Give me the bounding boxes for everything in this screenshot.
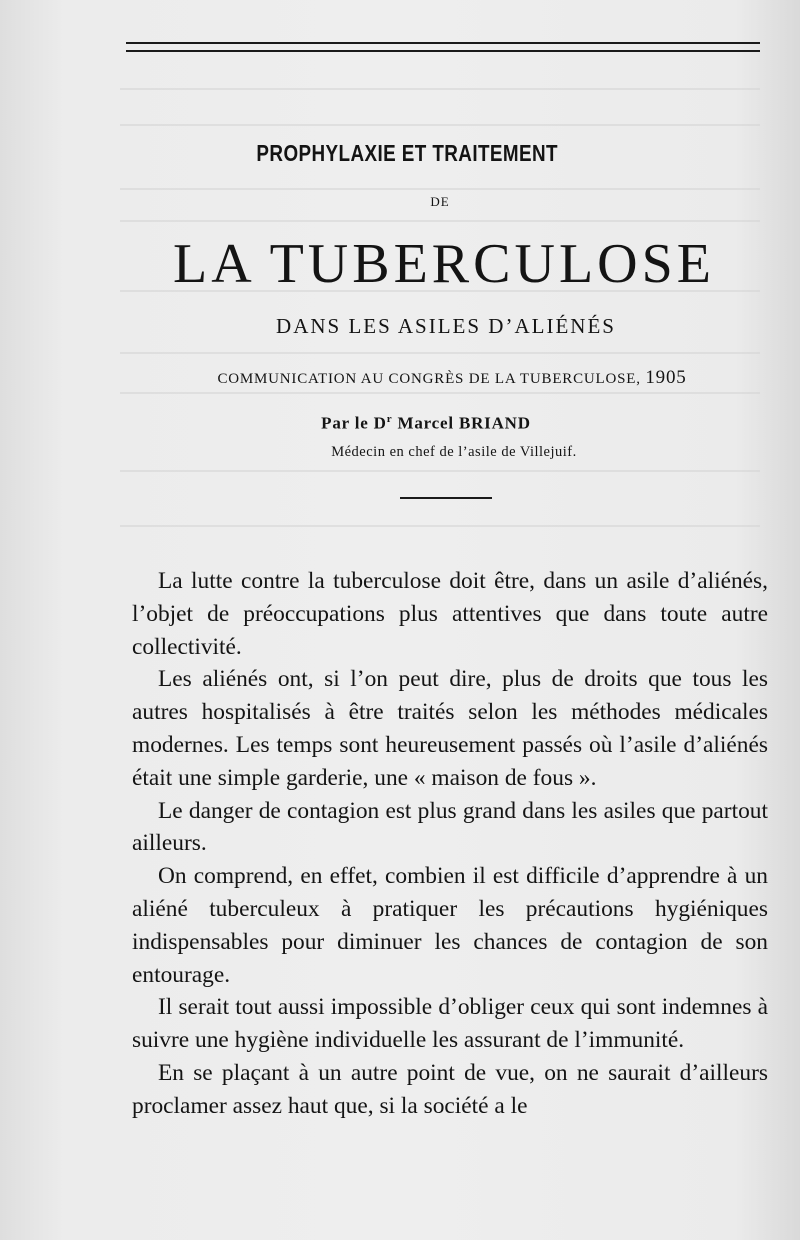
bleed-through-line: [120, 220, 760, 222]
paragraph: On comprend, en effet, combien il est difficile d’apprendre à un aliéné tuberculeux à pratiquer les précautions hygiéniques indispensables pour diminuer les chances de contagion de son entourage.: [132, 863, 768, 988]
title-de: DE: [430, 194, 450, 209]
communication-year: 1905: [645, 367, 687, 388]
author-prefix: Par le D: [321, 413, 387, 433]
communication-line: [52, 367, 800, 389]
communication-text: COMMUNICATION AU CONGRÈS DE LA TUBERCULOSE,: [217, 371, 641, 387]
bleed-through-line: [120, 525, 760, 527]
title-prophylaxie: PROPHYLAXIE ET TRAITEMENT: [256, 140, 558, 166]
header-rule-top: [126, 42, 760, 44]
bleed-through-line: [120, 392, 760, 394]
bleed-through-line: [120, 124, 760, 126]
bleed-through-line: [120, 188, 760, 190]
paragraph: Le danger de contagion est plus grand dans les asiles que partout ailleurs.: [132, 797, 768, 857]
bleed-through-line: [120, 352, 760, 354]
author-role: Médecin en chef de l’asile de Villejuif.: [331, 444, 577, 460]
paragraph: Il serait tout aussi impossible d’obliger ceux qui sont indemnes à suivre une hygiène individuelle les assurant de l’immunité.: [132, 994, 768, 1054]
paragraph: Les aliénés ont, si l’on peut dire, plus de droits que tous les autres hospitalisés à être traités selon les méthodes médicales modernes. Les temps sont heureusement passés où l’asile d’aliénés était une simple garderie, une « maison de fous ».: [132, 666, 768, 791]
author-line: [26, 413, 800, 434]
page-title: LA TUBERCULOSE: [173, 233, 715, 295]
title-subtitle: DANS LES ASILES D’ALIÉNÉS: [276, 314, 616, 338]
paragraph: En se plaçant à un autre point de vue, on ne saurait d’ailleurs proclamer assez haut que, si la société a le: [132, 1059, 768, 1119]
author-prefix-sup: r: [386, 413, 393, 425]
paragraph: La lutte contre la tuberculose doit être, dans un asile d’aliénés, l’objet de préoccupations plus attentives que dans toute autre collectivité.: [132, 568, 768, 660]
body-text: [132, 565, 768, 1123]
section-divider: [400, 497, 492, 499]
bleed-through-line: [120, 470, 760, 472]
author-name: Marcel BRIAND: [397, 413, 531, 433]
bleed-through-line: [120, 88, 760, 90]
header-rule-bottom: [126, 50, 760, 52]
